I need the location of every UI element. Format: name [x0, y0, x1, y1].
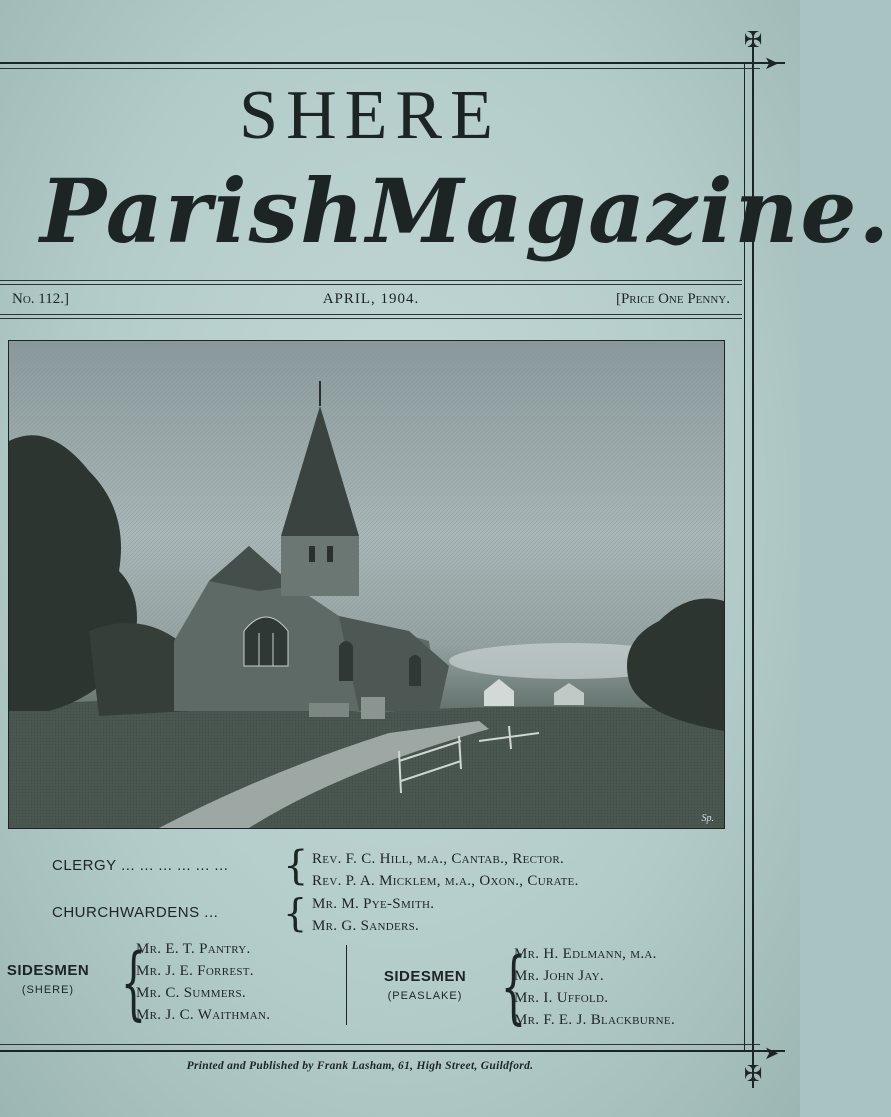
church-engraving — [8, 340, 725, 829]
village-house — [484, 679, 514, 706]
sidesmen-peaslake-brace: { — [500, 940, 527, 1033]
top-border-rule-inner — [0, 68, 760, 69]
sidesmen-shere-brace: { — [120, 936, 147, 1029]
churchwardens-brace: { — [283, 891, 308, 935]
issue-date: APRIL, 1904. — [322, 291, 420, 307]
clergy-brace: { — [283, 843, 309, 889]
masthead-title — [40, 156, 891, 266]
sidesman-name: Mr. H. Edlmann, m.a. — [514, 946, 657, 962]
arrow-ornament-top: ➤ — [764, 53, 780, 74]
corner-cross-ornament-top: ✠ — [744, 28, 763, 53]
corner-cross-ornament-bottom: ✠ — [744, 1062, 763, 1087]
arrow-ornament-bottom: ➤ — [764, 1043, 780, 1064]
sidesman-name: Mr. E. T. Pantry. — [136, 941, 251, 957]
churchwarden-name: Mr. M. Pye-Smith. — [312, 896, 435, 912]
sidesmen-peaslake-sublabel: (PEASLAKE) — [387, 990, 463, 1002]
masthead-word-parish: Parish — [40, 159, 367, 263]
churchwardens-names — [312, 893, 434, 937]
issue-number: No. 112.] — [12, 291, 69, 307]
church-tower — [281, 536, 359, 596]
churchwarden-name: Mr. G. Sanders. — [312, 918, 420, 934]
clergy-names — [312, 848, 579, 892]
sidesmen-shere-names — [136, 938, 270, 1026]
issue-rule-2 — [0, 318, 742, 319]
sidesmen-peaslake-label: SIDESMEN — [383, 968, 467, 985]
masthead-rule-1 — [0, 280, 742, 281]
clergy-label: CLERGY ... ... ... ... ... ... — [52, 857, 229, 874]
sidesmen-shere-sublabel: (SHERE) — [21, 984, 75, 996]
sidesmen-shere-label: SIDESMEN — [6, 962, 90, 979]
clergy-name: Rev. F. C. Hill, m.a., Cantab., Rector. — [312, 851, 565, 867]
gravestone — [309, 703, 349, 717]
sidesmen-peaslake-names — [514, 943, 675, 1031]
churchwardens-label: CHURCHWARDENS ... — [52, 904, 219, 921]
church-illustration — [9, 341, 724, 828]
masthead-place-name: SHERE — [239, 77, 501, 154]
printer-imprint: Printed and Published by Frank Lasham, 61, High Street, Guildford. — [186, 1060, 534, 1072]
sidesman-name: Mr. John Jay. — [514, 968, 604, 984]
sidesman-name: Mr. C. Summers. — [136, 985, 246, 1001]
top-border-rule — [0, 62, 785, 64]
issue-line — [12, 288, 730, 310]
sidesman-name: Mr. J. C. Waithman. — [136, 1007, 271, 1023]
bottom-border-rule — [0, 1050, 785, 1052]
bottom-border-rule-inner — [0, 1044, 760, 1045]
sidesman-name: Mr. F. E. J. Blackburne. — [514, 1012, 675, 1028]
artist-signature: Sp. — [701, 813, 714, 824]
masthead-word-magazine: Magazine. — [366, 159, 891, 263]
sidesman-name: Mr. I. Uffold. — [514, 990, 609, 1006]
issue-price: [Price One Penny. — [615, 291, 730, 307]
sidesmen-shere-heading — [0, 960, 96, 998]
sidesman-name: Mr. J. E. Forrest. — [136, 963, 254, 979]
clergy-name: Rev. P. A. Micklem, m.a., Oxon., Curate. — [312, 873, 579, 889]
sidesmen-peaslake-heading — [360, 966, 490, 1004]
masthead-rule-2 — [0, 284, 742, 285]
east-window — [244, 617, 288, 666]
issue-rule-1 — [0, 314, 742, 315]
sidesmen-divider — [346, 945, 347, 1025]
